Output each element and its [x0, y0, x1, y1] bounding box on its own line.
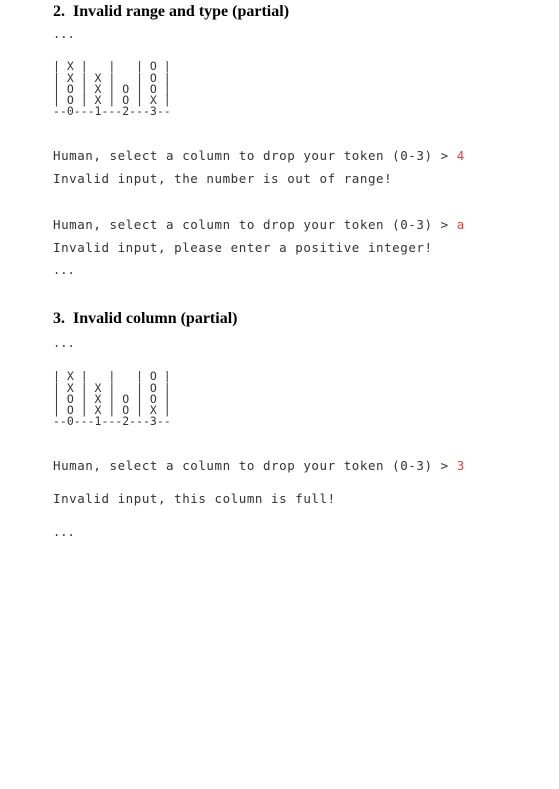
section-3-heading: 3. Invalid column (partial) — [53, 310, 238, 327]
section-2-heading: 2. Invalid range and type (partial) — [53, 3, 290, 20]
ellipsis: ... — [53, 27, 75, 41]
board-row: | X | | | O | — [53, 59, 171, 74]
ellipsis: ... — [53, 263, 75, 277]
board-row: | O | X | O | O | — [53, 81, 171, 96]
prompt-line — [53, 217, 465, 232]
prompt-line — [53, 148, 465, 163]
board-row: | O | X | O | X | — [53, 403, 171, 418]
prompt-line — [53, 458, 465, 473]
game-board — [53, 50, 171, 129]
board-row: | O | X | O | X | — [53, 93, 171, 108]
user-input: 3 — [456, 458, 465, 473]
board-column-labels: --0---1---2---3-- — [53, 104, 171, 119]
board-row: | X | X | | O | — [53, 70, 171, 85]
error-message: Invalid input, the number is out of range! — [53, 171, 393, 186]
error-message: Invalid input, please enter a positive integer! — [53, 240, 433, 255]
ellipsis: ... — [53, 525, 75, 539]
error-message: Invalid input, this column is full! — [53, 491, 336, 506]
user-input: 4 — [456, 148, 465, 163]
ellipsis: ... — [53, 336, 75, 350]
game-board — [53, 360, 171, 439]
user-input: a — [456, 217, 465, 232]
prompt-text: Human, select a column to drop your token (0-3) > — [53, 217, 457, 232]
prompt-text: Human, select a column to drop your token (0-3) > — [53, 148, 457, 163]
board-row: | X | | | O | — [53, 369, 171, 384]
board-row: | X | X | | O | — [53, 380, 171, 395]
prompt-text: Human, select a column to drop your token (0-3) > — [53, 458, 457, 473]
board-column-labels: --0---1---2---3-- — [53, 414, 171, 429]
board-row: | O | X | O | O | — [53, 391, 171, 406]
